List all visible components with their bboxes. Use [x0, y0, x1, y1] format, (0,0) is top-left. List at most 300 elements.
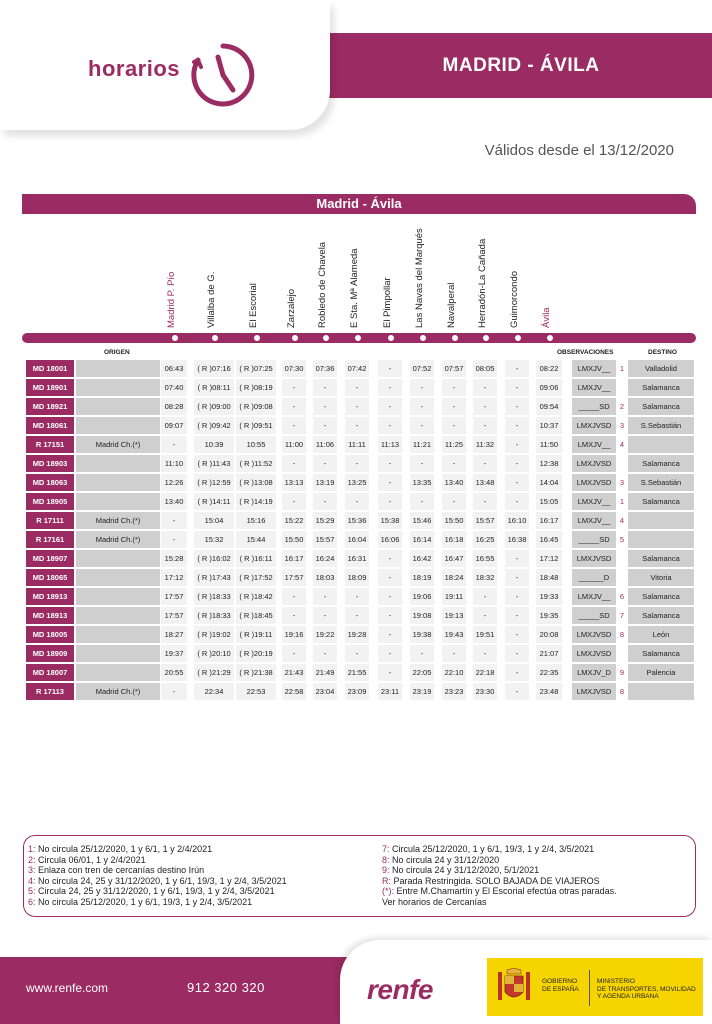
time-cell: 22:35: [536, 664, 562, 681]
note-ref: 2: [619, 402, 625, 411]
time-cell: 11:06: [313, 436, 337, 453]
station-dot: [354, 334, 362, 342]
time-cell: 11:00: [282, 436, 306, 453]
time-cell: -: [378, 360, 402, 377]
time-cell: ( R )17:52: [236, 569, 276, 586]
time-cell: 23:30: [473, 683, 497, 700]
government-divider: [589, 970, 590, 1006]
time-cell: -: [161, 683, 187, 700]
time-cell: -: [473, 379, 497, 396]
time-cell: 06:43: [161, 360, 187, 377]
destination-cell: Valladolid: [628, 360, 694, 377]
time-cell: 14:04: [536, 474, 562, 491]
time-cell: 19:06: [410, 588, 434, 605]
time-cell: 16:06: [378, 531, 402, 548]
time-cell: 11:21: [410, 436, 434, 453]
observations-cell: _____SD: [572, 531, 616, 548]
time-cell: 15:04: [194, 512, 234, 529]
observations-cell: _____SD: [572, 607, 616, 624]
origin-cell: [76, 569, 160, 586]
time-cell: -: [410, 455, 434, 472]
destination-cell: Salamanca: [628, 607, 694, 624]
station-name: El Pimpollar: [382, 277, 393, 328]
time-cell: ( R )21:38: [236, 664, 276, 681]
table-row: [26, 454, 697, 473]
time-cell: -: [282, 607, 306, 624]
time-cell: 18:03: [313, 569, 337, 586]
time-cell: -: [505, 398, 529, 415]
station-name: Herradón-La Cañada: [477, 238, 488, 328]
time-cell: -: [378, 379, 402, 396]
time-cell: 16:25: [473, 531, 497, 548]
time-cell: 18:27: [161, 626, 187, 643]
time-cell: 23:23: [442, 683, 466, 700]
station-dot: [211, 334, 219, 342]
phone-number: 912 320 320: [187, 980, 265, 995]
note-key: 4:: [28, 875, 36, 886]
time-cell: 16:10: [505, 512, 529, 529]
time-cell: 16:42: [410, 550, 434, 567]
time-cell: ( R )08:19: [236, 379, 276, 396]
time-cell: -: [378, 474, 402, 491]
time-cell: 16:47: [442, 550, 466, 567]
origin-cell: Madrid Ch.(*): [76, 436, 160, 453]
origin-cell: [76, 645, 160, 662]
time-cell: -: [473, 417, 497, 434]
destination-cell: Salamanca: [628, 588, 694, 605]
station-dot: [514, 334, 522, 342]
destination-header: DESTINO: [648, 349, 677, 356]
observations-cell: LMXJVSD: [572, 626, 616, 643]
time-cell: -: [345, 379, 369, 396]
table-row: [26, 625, 697, 644]
time-cell: -: [473, 455, 497, 472]
time-cell: 23:11: [378, 683, 402, 700]
time-cell: -: [442, 455, 466, 472]
observations-cell: LMXJV_D: [572, 664, 616, 681]
station-name: Madrid P. Pío: [166, 271, 177, 328]
time-cell: 11:11: [345, 436, 369, 453]
time-cell: -: [505, 626, 529, 643]
observations-cell: LMXJV__: [572, 493, 616, 510]
note-text: No circula 24 y 31/12/2020: [389, 854, 500, 865]
time-cell: -: [345, 493, 369, 510]
destination-cell: [628, 683, 694, 700]
time-cell: 22:05: [410, 664, 434, 681]
time-cell: -: [378, 417, 402, 434]
destination-cell: Salamanca: [628, 398, 694, 415]
time-cell: ( R )19:11: [236, 626, 276, 643]
time-cell: -: [313, 493, 337, 510]
time-cell: ( R )07:25: [236, 360, 276, 377]
note-text: No circula 25/12/2020, 1 y 6/1, 1 y 2/4/2021: [35, 844, 213, 854]
note-ref: [616, 455, 628, 472]
time-cell: -: [505, 588, 529, 605]
time-cell: 17:57: [282, 569, 306, 586]
time-cell: -: [442, 645, 466, 662]
destination-cell: Salamanca: [628, 379, 694, 396]
time-cell: 07:36: [313, 360, 337, 377]
time-cell: ( R )09:00: [194, 398, 234, 415]
note-ref: 3: [619, 478, 625, 487]
time-cell: 18:09: [345, 569, 369, 586]
train-number: R 17151: [26, 436, 74, 453]
origin-cell: [76, 626, 160, 643]
time-cell: -: [505, 493, 529, 510]
time-cell: 19:38: [410, 626, 434, 643]
time-cell: ( R )16:11: [236, 550, 276, 567]
observations-cell: LMXJVSD: [572, 550, 616, 567]
station-name: E Sta. Mª Alameda: [349, 248, 360, 328]
time-cell: 11:50: [536, 436, 562, 453]
observations-cell: LMXJVSD: [572, 455, 616, 472]
time-cell: 15:44: [236, 531, 276, 548]
time-cell: 19:35: [536, 607, 562, 624]
destination-cell: S.Sebastián: [628, 474, 694, 491]
destination-cell: Salamanca: [628, 550, 694, 567]
time-cell: 08:22: [536, 360, 562, 377]
note-key: 1:: [28, 844, 36, 854]
observations-header: OBSERVACIONES: [557, 349, 614, 356]
note-ref: 1: [619, 497, 625, 506]
table-row: [26, 606, 697, 625]
observations-cell: LMXJVSD: [572, 645, 616, 662]
note-key: (*):: [382, 886, 394, 896]
time-cell: 23:19: [410, 683, 434, 700]
website-link[interactable]: www.renfe.com: [26, 981, 109, 995]
time-cell: -: [161, 531, 187, 548]
table-row: [26, 644, 697, 663]
note-text: No circula 24 y 31/12/2020, 5/1/2021: [389, 865, 540, 875]
note-ref: [616, 379, 628, 396]
time-cell: 09:06: [536, 379, 562, 396]
time-cell: 12:38: [536, 455, 562, 472]
note-text: Circula 06/01, 1 y 2/4/2021: [35, 854, 146, 865]
time-cell: -: [378, 607, 402, 624]
time-cell: 13:19: [313, 474, 337, 491]
station-name: Robledo de Chavela: [317, 241, 328, 328]
time-cell: ( R )07:16: [194, 360, 234, 377]
time-cell: 15:32: [194, 531, 234, 548]
table-row: [26, 682, 697, 701]
station-dot: [482, 334, 490, 342]
time-cell: 16:17: [282, 550, 306, 567]
train-number: MD 18901: [26, 379, 74, 396]
time-cell: ( R )20:10: [194, 645, 234, 662]
time-cell: 15:36: [345, 512, 369, 529]
table-row: [26, 416, 697, 435]
note-ref: 9: [619, 668, 625, 677]
table-row: [26, 530, 697, 549]
time-cell: -: [505, 379, 529, 396]
destination-cell: Palencia: [628, 664, 694, 681]
origin-cell: [76, 493, 160, 510]
note-line: [382, 876, 600, 887]
brand-title: horarios: [88, 56, 181, 81]
time-cell: -: [313, 455, 337, 472]
time-cell: -: [345, 645, 369, 662]
time-cell: 20:55: [161, 664, 187, 681]
note-text: No circula 24, 25 y 31/12/2020, 1 y 6/1, 19/3, 1 y 2/4, 3/5/2021: [35, 875, 287, 886]
time-cell: 18:48: [536, 569, 562, 586]
time-cell: 07:57: [442, 360, 466, 377]
station-dot: [419, 334, 427, 342]
train-number: MD 18005: [26, 626, 74, 643]
time-cell: -: [473, 607, 497, 624]
destination-cell: Vitoria: [628, 569, 694, 586]
time-cell: ( R )12:59: [194, 474, 234, 491]
time-cell: 13:35: [410, 474, 434, 491]
observations-cell: LMXJV__: [572, 436, 616, 453]
time-cell: -: [410, 379, 434, 396]
time-cell: 21:55: [345, 664, 369, 681]
time-cell: 12:26: [161, 474, 187, 491]
time-cell: 13:48: [473, 474, 497, 491]
origin-header: ORIGEN: [104, 349, 130, 356]
time-cell: -: [313, 645, 337, 662]
origin-cell: [76, 588, 160, 605]
destination-cell: Salamanca: [628, 645, 694, 662]
note-ref: 4: [619, 516, 625, 525]
note-text: Enlaza con tren de cercanías destino Irún: [35, 865, 205, 875]
train-number: MD 18007: [26, 664, 74, 681]
origin-cell: Madrid Ch.(*): [76, 512, 160, 529]
time-cell: 15:28: [161, 550, 187, 567]
time-cell: ( R )11:52: [236, 455, 276, 472]
time-cell: 15:50: [282, 531, 306, 548]
observations-cell: LMXJVSD: [572, 417, 616, 434]
station-name: Las Navas del Marqués: [414, 228, 425, 328]
time-cell: 22:58: [282, 683, 306, 700]
time-cell: -: [410, 645, 434, 662]
time-cell: -: [505, 474, 529, 491]
time-cell: 22:53: [236, 683, 276, 700]
time-cell: -: [442, 417, 466, 434]
time-cell: 19:37: [161, 645, 187, 662]
time-cell: -: [442, 398, 466, 415]
time-cell: 16:04: [345, 531, 369, 548]
table-row: [26, 435, 697, 454]
time-cell: 18:24: [442, 569, 466, 586]
note-ref: 8: [619, 630, 625, 639]
station-name: Navalperal: [446, 282, 457, 328]
train-number: R 17113: [26, 683, 74, 700]
table-row: [26, 568, 697, 587]
time-cell: -: [345, 455, 369, 472]
note-key: 8:: [382, 854, 390, 865]
time-cell: 19:11: [442, 588, 466, 605]
time-cell: -: [505, 360, 529, 377]
time-cell: 13:40: [442, 474, 466, 491]
destination-cell: León: [628, 626, 694, 643]
station-dot: [291, 334, 299, 342]
time-cell: 22:34: [194, 683, 234, 700]
time-cell: -: [505, 436, 529, 453]
train-number: MD 18001: [26, 360, 74, 377]
time-cell: 17:12: [536, 550, 562, 567]
note-ref: 7: [619, 611, 625, 620]
note-line: [28, 844, 212, 855]
origin-cell: [76, 455, 160, 472]
coat-of-arms-icon: [497, 968, 531, 1006]
time-cell: 23:04: [313, 683, 337, 700]
time-cell: -: [505, 550, 529, 567]
time-cell: -: [378, 569, 402, 586]
time-cell: ( R )18:42: [236, 588, 276, 605]
train-number: MD 18905: [26, 493, 74, 510]
time-cell: 19:51: [473, 626, 497, 643]
time-cell: 15:05: [536, 493, 562, 510]
time-cell: -: [282, 588, 306, 605]
time-cell: -: [378, 455, 402, 472]
time-cell: -: [505, 569, 529, 586]
time-cell: 15:46: [410, 512, 434, 529]
time-cell: -: [410, 493, 434, 510]
time-cell: ( R )21:29: [194, 664, 234, 681]
time-cell: ( R )18:45: [236, 607, 276, 624]
time-cell: 19:08: [410, 607, 434, 624]
station-dot: [171, 334, 179, 342]
time-cell: 17:12: [161, 569, 187, 586]
observations-cell: ______D: [572, 569, 616, 586]
train-number: MD 18061: [26, 417, 74, 434]
time-cell: -: [442, 379, 466, 396]
validity-text: Válidos desde el 13/12/2020: [484, 142, 674, 159]
time-cell: 16:17: [536, 512, 562, 529]
note-text: Ver horarios de Cercanías: [382, 896, 487, 907]
time-cell: 22:18: [473, 664, 497, 681]
time-cell: -: [505, 417, 529, 434]
time-cell: -: [378, 626, 402, 643]
time-cell: -: [442, 493, 466, 510]
time-cell: -: [473, 493, 497, 510]
time-cell: -: [282, 455, 306, 472]
time-cell: 18:19: [410, 569, 434, 586]
time-cell: 15:57: [473, 512, 497, 529]
time-cell: 23:48: [536, 683, 562, 700]
origin-cell: [76, 607, 160, 624]
time-cell: 16:55: [473, 550, 497, 567]
observations-cell: LMXJV__: [572, 360, 616, 377]
station-name: El Escorial: [248, 283, 259, 328]
time-cell: 16:45: [536, 531, 562, 548]
time-cell: 19:43: [442, 626, 466, 643]
origin-cell: [76, 664, 160, 681]
origin-cell: [76, 379, 160, 396]
train-number: MD 18909: [26, 645, 74, 662]
note-ref: 4: [619, 440, 625, 449]
route-title: MADRID - ÁVILA: [442, 55, 600, 76]
time-cell: 15:16: [236, 512, 276, 529]
table-row: [26, 492, 697, 511]
train-number: MD 18903: [26, 455, 74, 472]
note-text: Circula 25/12/2020, 1 y 6/1, 19/3, 1 y 2/4, 3/5/2021: [389, 844, 595, 854]
time-cell: 19:33: [536, 588, 562, 605]
time-cell: 13:40: [161, 493, 187, 510]
train-number: MD 18921: [26, 398, 74, 415]
time-cell: -: [345, 417, 369, 434]
time-cell: 13:13: [282, 474, 306, 491]
table-row: [26, 511, 697, 530]
train-number: R 17111: [26, 512, 74, 529]
time-cell: 10:55: [236, 436, 276, 453]
time-cell: -: [505, 683, 529, 700]
time-cell: -: [282, 417, 306, 434]
time-cell: ( R )08:11: [194, 379, 234, 396]
time-cell: ( R )18:33: [194, 607, 234, 624]
time-cell: -: [282, 493, 306, 510]
time-cell: -: [378, 645, 402, 662]
time-cell: 21:07: [536, 645, 562, 662]
table-row: [26, 397, 697, 416]
time-cell: -: [313, 588, 337, 605]
time-cell: ( R )09:08: [236, 398, 276, 415]
time-cell: ( R )11:43: [194, 455, 234, 472]
destination-cell: [628, 512, 694, 529]
destination-cell: S.Sebastián: [628, 417, 694, 434]
table-title: Madrid - Ávila: [22, 194, 696, 214]
time-cell: 16:14: [410, 531, 434, 548]
station-dot: [322, 334, 330, 342]
time-cell: 16:24: [313, 550, 337, 567]
note-ref: 8: [619, 687, 625, 696]
time-cell: 15:22: [282, 512, 306, 529]
time-cell: 20:08: [536, 626, 562, 643]
time-cell: 16:18: [442, 531, 466, 548]
note-line: [28, 865, 204, 876]
time-cell: -: [410, 398, 434, 415]
time-cell: 10:37: [536, 417, 562, 434]
note-line: [28, 897, 252, 908]
time-cell: -: [345, 398, 369, 415]
time-cell: -: [345, 607, 369, 624]
time-cell: 15:50: [442, 512, 466, 529]
time-cell: 17:57: [161, 607, 187, 624]
time-cell: 19:13: [442, 607, 466, 624]
destination-cell: Salamanca: [628, 455, 694, 472]
time-cell: 11:32: [473, 436, 497, 453]
time-cell: 15:57: [313, 531, 337, 548]
time-cell: ( R )18:33: [194, 588, 234, 605]
time-cell: -: [505, 645, 529, 662]
time-cell: -: [161, 436, 187, 453]
station-name: Zarzalejo: [286, 288, 297, 328]
note-line: [28, 855, 146, 866]
station-dot: [546, 334, 554, 342]
time-cell: 15:38: [378, 512, 402, 529]
time-cell: 07:42: [345, 360, 369, 377]
notes-box: [23, 835, 696, 917]
note-text: Entre M.Chamartín y El Escorial efectúa otras paradas.: [394, 886, 617, 896]
origin-cell: [76, 474, 160, 491]
time-cell: ( R )09:51: [236, 417, 276, 434]
time-cell: ( R )17:43: [194, 569, 234, 586]
origin-cell: [76, 398, 160, 415]
station-dot: [451, 334, 459, 342]
observations-cell: LMXJVSD: [572, 683, 616, 700]
station-dot: [253, 334, 261, 342]
time-cell: -: [345, 588, 369, 605]
time-cell: 19:16: [282, 626, 306, 643]
time-cell: 19:28: [345, 626, 369, 643]
table-row: [26, 378, 697, 397]
destination-cell: [628, 436, 694, 453]
note-line: [382, 855, 499, 866]
station-name: Guimorcondo: [509, 270, 520, 328]
note-ref: [616, 550, 628, 567]
time-cell: ( R )19:02: [194, 626, 234, 643]
origin-cell: Madrid Ch.(*): [76, 683, 160, 700]
